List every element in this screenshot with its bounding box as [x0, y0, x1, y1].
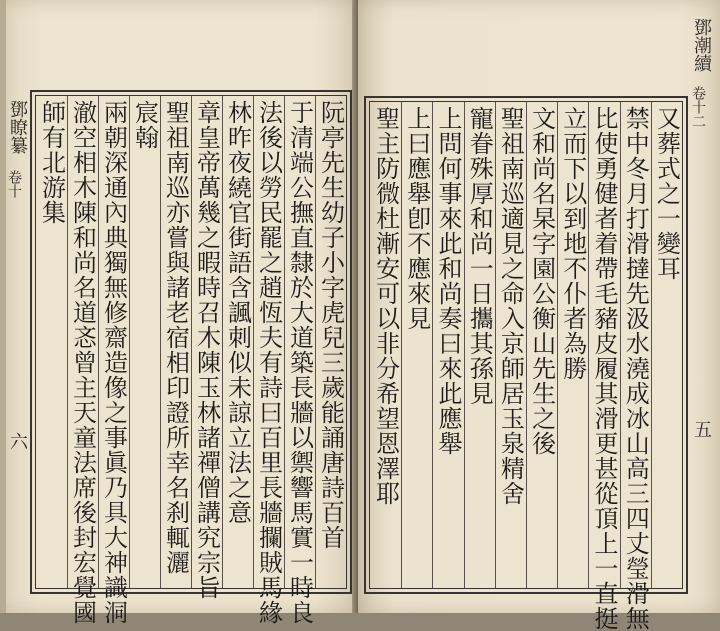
column-rule	[129, 96, 130, 588]
column-rule	[160, 96, 161, 588]
column-rule	[284, 96, 285, 588]
column-rule	[620, 102, 621, 588]
text-column: 比使勇健者着帶毛豬皮履其滑更甚從頂上一直挺	[590, 106, 618, 631]
text-column: 兩朝深通內典獨無修齋造像之事眞乃具大神識洞	[99, 100, 128, 625]
text-column: 聖主防微杜漸安可以非分希望恩澤耶	[371, 106, 400, 506]
column-rule	[495, 102, 496, 588]
text-column: 上問何事來此和尚奏曰來此應舉	[434, 106, 462, 456]
text-column: 文和尚名杲字園公衡山先生之後	[527, 106, 556, 456]
left-margin-title: 鄧瞭纂	[7, 100, 28, 154]
column-rule	[651, 102, 652, 588]
left-margin-volume: 卷十	[6, 170, 22, 198]
text-column: 阮亭先生幼子小字虎兒三歲能誦唐詩百首	[316, 100, 345, 550]
text-column: 又葬式之一變耳	[652, 106, 681, 281]
left-inner-border	[35, 95, 347, 625]
column-rule	[67, 96, 68, 588]
left-text-frame	[30, 90, 352, 625]
text-column: 聖祖南巡適見之命入京師居玉泉精舍	[496, 106, 525, 506]
text-column: 聖祖南巡亦嘗與諸老宿相印證所幸名刹輒灑	[161, 100, 190, 575]
right-text-frame	[364, 96, 688, 631]
text-column: 于清端公撫直隸於大道築長牆以禦響馬實一時良	[285, 100, 314, 625]
column-rule	[588, 102, 589, 588]
right-inner-border	[369, 101, 683, 631]
column-rule	[222, 96, 223, 588]
right-margin-volume: 卷十二	[690, 86, 706, 128]
text-column: 師有北游集	[37, 100, 66, 225]
text-column: 寵眷殊厚和尚一日攜其孫見	[465, 106, 494, 406]
column-rule	[98, 96, 99, 588]
text-column: 宸翰	[130, 100, 159, 150]
right-margin-page: 五	[691, 420, 712, 438]
column-rule	[253, 96, 254, 588]
text-column: 上曰應舉卽不應來見	[402, 106, 431, 331]
text-column: 章皇帝萬幾之暇時召木陳玉林諸禪僧講究宗旨	[192, 100, 221, 600]
column-rule	[432, 102, 433, 588]
left-page	[0, 0, 358, 625]
column-rule	[315, 96, 316, 588]
column-rule	[526, 102, 527, 588]
text-column: 林昨夜繞官街語含諷刺似未諒立法之意	[223, 100, 252, 525]
right-page	[358, 0, 720, 631]
column-rule	[191, 96, 192, 588]
right-margin-title: 鄧潮續	[691, 18, 712, 72]
page-edge	[0, 0, 6, 613]
text-column: 禁中冬月打滑撻先汲水澆成冰山高三四丈瑩滑無	[621, 106, 650, 631]
column-rule	[464, 102, 465, 588]
left-margin-page: 六	[7, 432, 28, 450]
text-column: 法後以勞民罷之趙恆夫有詩曰百里長牆攔賊馬緣	[254, 100, 283, 625]
column-rule	[557, 102, 558, 588]
text-column: 澈空相木陳和尚名道忞曾主天童法席後封宏覺國	[68, 100, 97, 625]
column-rule	[401, 102, 402, 588]
text-column: 立而下以到地不仆者為勝	[558, 106, 587, 381]
